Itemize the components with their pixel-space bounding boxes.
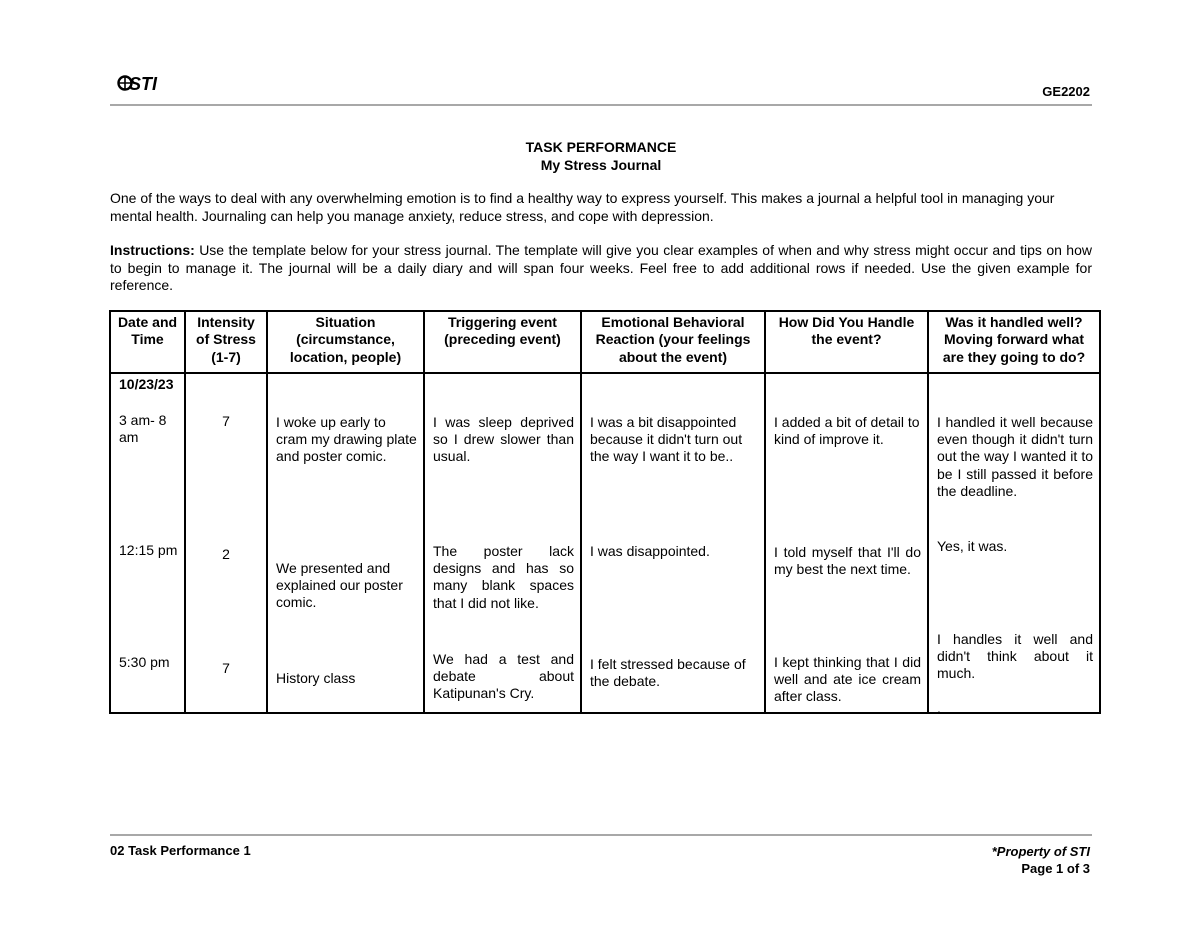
entry-trailing-mark: . bbox=[937, 699, 941, 716]
entry-date: 10/23/23 bbox=[119, 375, 174, 392]
cell-trigger bbox=[424, 373, 581, 713]
intro-paragraph: One of the ways to deal with any overwhelming emotion is to find a healthy way to express yourself. This makes a journal a helpful tool in managing your mental health. Journaling can help you manage anxiety, reduce stress, and cope with depression. bbox=[110, 190, 1055, 224]
entry-intensity: 7 bbox=[222, 412, 230, 429]
cell-handled-well bbox=[928, 373, 1100, 716]
instructions-text: Use the template below for your stress journal. The template will give you clear examples of when and why stress might occur and tips on how to begin to manage it. The journal will be a daily diary and will span four weeks. Feel free to add additional rows if needed. Use the given example for reference. bbox=[110, 242, 1092, 293]
entry-trigger: The poster lack designs and has so many blank spaces that I did not like. bbox=[433, 542, 574, 611]
header-handled-well: Was it handled well? Moving forward what are they going to do? bbox=[928, 311, 1100, 373]
header-date-time: Date and Time bbox=[110, 311, 185, 373]
entry-time: 12:15 pm bbox=[119, 541, 178, 558]
entry-situation: History class bbox=[276, 669, 356, 686]
footer-page-number: Page 1 of 3 bbox=[1021, 861, 1090, 876]
footer-right bbox=[992, 843, 1090, 877]
entry-handled-well: I handled it well because even though it didn't turn out the way I wanted it to be I still passed it before the deadline. bbox=[937, 413, 1093, 500]
cell-date-time bbox=[110, 373, 185, 713]
entry-situation: I woke up early to cram my drawing plate and poster comic. bbox=[276, 413, 417, 465]
header-handled: How Did You Handle the event? bbox=[765, 311, 928, 373]
page-title bbox=[110, 138, 1092, 174]
entry-handled-well: Yes, it was. bbox=[937, 537, 1008, 554]
stress-journal-table bbox=[109, 310, 1101, 714]
entry-handled: I told myself that I'll do my best the next time. bbox=[774, 543, 921, 578]
header-situation: Situation (circumstance, location, people) bbox=[267, 311, 424, 373]
header-reaction: Emotional Behavioral Reaction (your feelings about the event) bbox=[581, 311, 765, 373]
title-line-2: My Stress Journal bbox=[540, 157, 662, 173]
header-intensity: Intensity of Stress (1-7) bbox=[185, 311, 267, 373]
instructions-paragraph bbox=[110, 242, 1092, 295]
entry-trigger: I was sleep deprived so I drew slower than usual. bbox=[433, 413, 574, 465]
entry-time: 5:30 pm bbox=[119, 653, 170, 670]
entry-intensity: 7 bbox=[222, 659, 230, 676]
instructions-label: Instructions: bbox=[110, 242, 195, 258]
entry-handled: I added a bit of detail to kind of improve it. bbox=[774, 413, 920, 448]
entry-reaction: I felt stressed because of the debate. bbox=[590, 655, 746, 690]
entry-reaction: I was disappointed. bbox=[590, 542, 710, 559]
footer-property: *Property of STI bbox=[991, 844, 1090, 859]
table-row bbox=[110, 373, 1100, 713]
header-divider bbox=[110, 104, 1092, 106]
header-trigger: Triggering event (preceding event) bbox=[424, 311, 581, 373]
sti-logo bbox=[117, 72, 163, 94]
entry-handled-well: I handles it well and didn't think about it much. bbox=[937, 630, 1093, 682]
entry-handled: I kept thinking that I did well and ate ice cream after class. bbox=[774, 653, 921, 705]
table-header-row bbox=[110, 311, 1100, 373]
cell-situation bbox=[267, 373, 424, 713]
entry-time: 3 am- 8 am bbox=[119, 411, 167, 446]
entry-situation: We presented and explained our poster comic. bbox=[276, 559, 403, 611]
entry-intensity: 2 bbox=[222, 545, 230, 562]
footer-divider bbox=[110, 834, 1092, 836]
title-line-1: TASK PERFORMANCE bbox=[525, 139, 677, 155]
entry-trigger: We had a test and debate about Katipunan's Cry. bbox=[433, 650, 574, 702]
course-code: GE2202 bbox=[1042, 84, 1090, 99]
entry-reaction: I was a bit disappointed because it didn't turn out the way I want it to be.. bbox=[590, 413, 743, 465]
cell-intensity bbox=[185, 373, 267, 713]
cell-reaction bbox=[581, 373, 765, 713]
cell-handled bbox=[765, 373, 928, 713]
footer-doc-label: 02 Task Performance 1 bbox=[110, 843, 251, 858]
logo-text: STI bbox=[129, 74, 158, 94]
